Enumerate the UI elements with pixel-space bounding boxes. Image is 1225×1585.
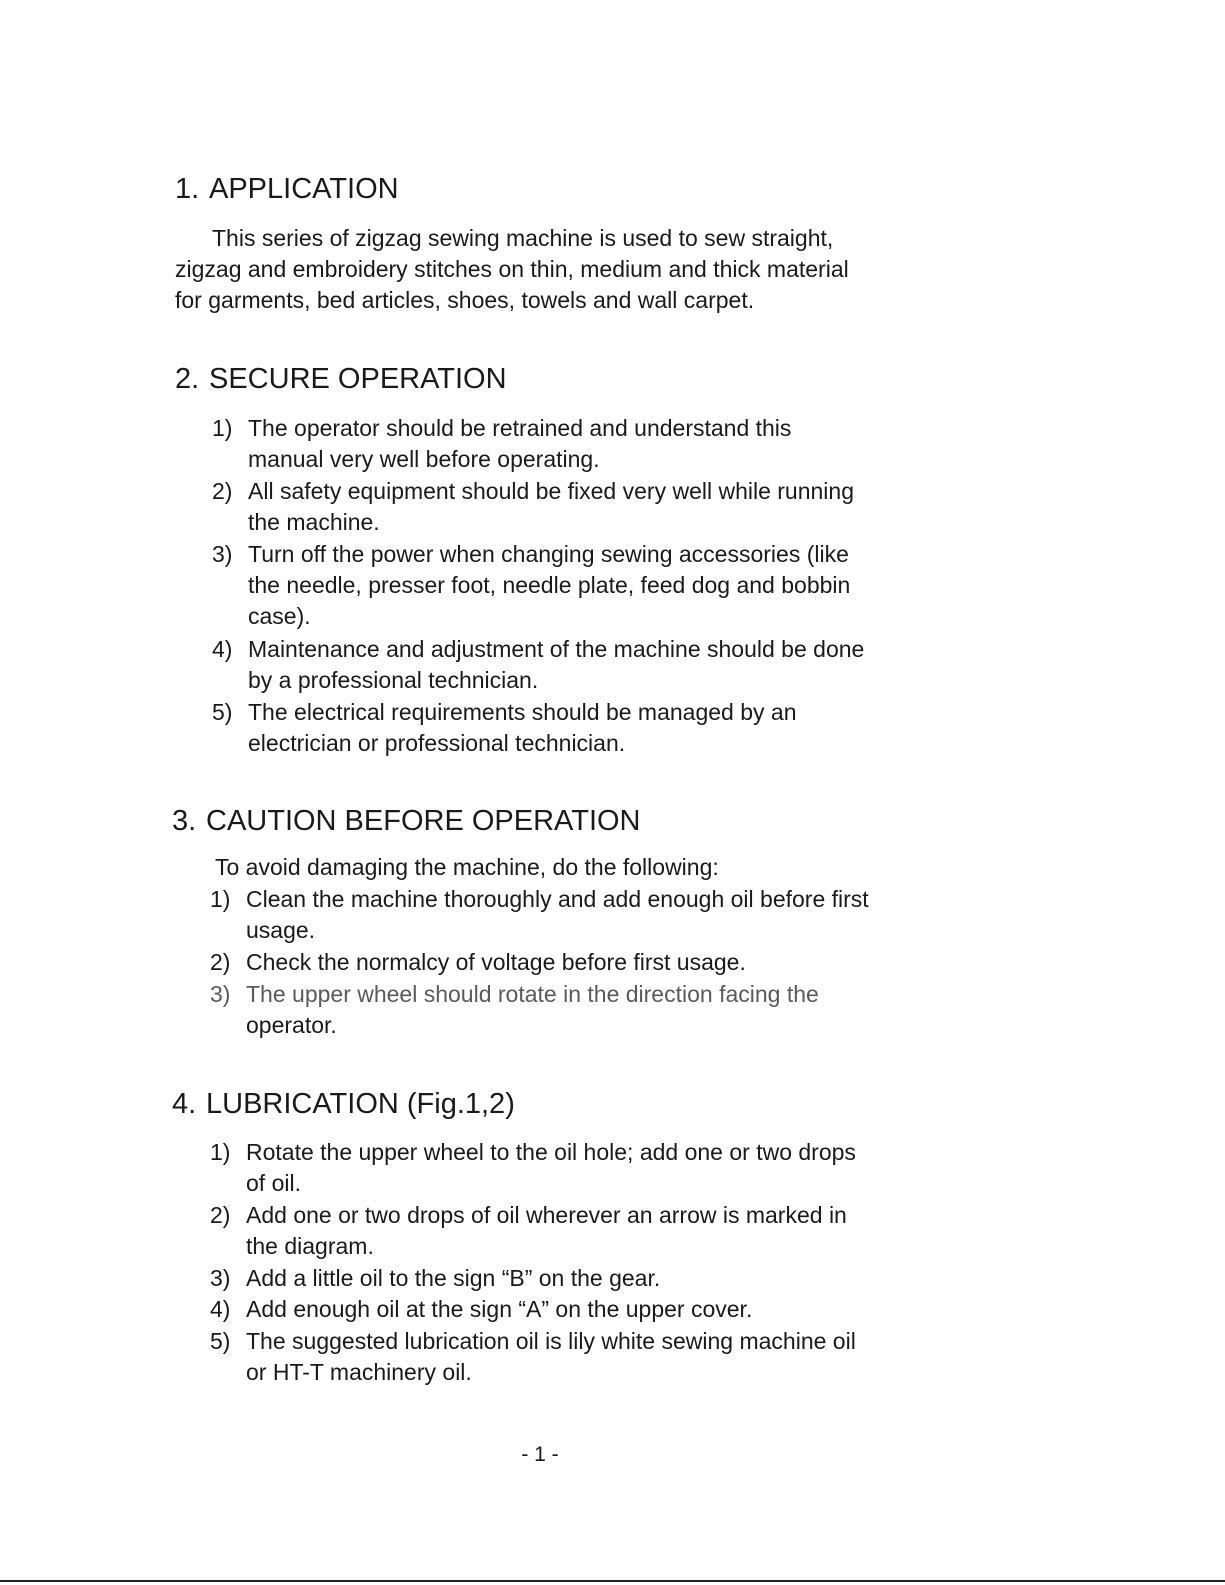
section-number: 1. [175, 173, 200, 205]
section-heading-caution-before-operation [172, 804, 641, 838]
list-item-line: case). [248, 603, 311, 629]
list-item-line: or HT-T machinery oil. [246, 1359, 472, 1385]
list-item-line: electrician or professional technician. [248, 730, 626, 756]
list-item-number: 4) [210, 1296, 231, 1322]
list-item-number: 1) [210, 1139, 231, 1165]
section-number: 3. [172, 805, 197, 837]
list-item-line: usage. [246, 917, 316, 943]
list-item-line: All safety equipment should be fixed very well while running [248, 478, 854, 504]
list-item-line: Clean the machine thoroughly and add enough oil before first [246, 886, 869, 912]
section-title: SECURE OPERATION [209, 363, 507, 395]
list-item-number: 2) [210, 1202, 231, 1228]
section-intro: To avoid damaging the machine, do the following: [215, 854, 719, 880]
section-title: CAUTION BEFORE OPERATION [206, 805, 641, 837]
list-item-line: Add a little oil to the sign “B” on the gear. [246, 1265, 661, 1291]
list-item-number: 3) [212, 541, 233, 567]
list-item-number: 1) [210, 886, 231, 912]
list-item-line: of oil. [246, 1170, 301, 1196]
section-heading-lubrication [172, 1087, 515, 1121]
list-item-number: 5) [210, 1328, 231, 1354]
list-item-number: 4) [212, 636, 233, 662]
list-item-line: The suggested lubrication oil is lily white sewing machine oil [246, 1328, 856, 1354]
page-bottom-edge [0, 1580, 1225, 1582]
section-heading-application [175, 172, 399, 206]
list-item-line: the machine. [248, 509, 380, 535]
paragraph-line: This series of zigzag sewing machine is used to sew straight, [212, 225, 834, 251]
list-item-line: Check the normalcy of voltage before first usage. [246, 949, 746, 975]
paragraph-line: for garments, bed articles, shoes, towels and wall carpet. [175, 287, 755, 313]
list-item-line: by a professional technician. [248, 667, 539, 693]
list-item-line: The upper wheel should rotate in the direction facing the [246, 981, 819, 1007]
section-number: 4. [172, 1088, 197, 1120]
list-item-line: Turn off the power when changing sewing accessories (like [248, 541, 849, 567]
section-title: APPLICATION [209, 173, 399, 205]
page-number: - 1 - [521, 1443, 559, 1466]
list-item-line: Add enough oil at the sign “A” on the upper cover. [246, 1296, 753, 1322]
list-item-number: 2) [212, 478, 233, 504]
list-item-line: The operator should be retrained and understand this [248, 415, 792, 441]
list-item-line: Maintenance and adjustment of the machine should be done [248, 636, 865, 662]
list-item-line: the diagram. [246, 1233, 374, 1259]
paragraph-line: zigzag and embroidery stitches on thin, medium and thick material [175, 256, 849, 282]
list-item-number: 3) [210, 981, 231, 1007]
section-heading-secure-operation [175, 362, 507, 396]
section-number: 2. [175, 363, 200, 395]
list-item-line: operator. [246, 1012, 337, 1038]
list-item-line: manual very well before operating. [248, 446, 600, 472]
list-item-number: 2) [210, 949, 231, 975]
list-item-number: 5) [212, 699, 233, 725]
list-item-number: 1) [212, 415, 233, 441]
list-item-line: Rotate the upper wheel to the oil hole; add one or two drops [246, 1139, 856, 1165]
list-item-number: 3) [210, 1265, 231, 1291]
section-title: LUBRICATION (Fig.1,2) [206, 1088, 515, 1120]
list-item-line: the needle, presser foot, needle plate, feed dog and bobbin [248, 572, 851, 598]
list-item-line: The electrical requirements should be managed by an [248, 699, 797, 725]
list-item-line: Add one or two drops of oil wherever an arrow is marked in [246, 1202, 847, 1228]
